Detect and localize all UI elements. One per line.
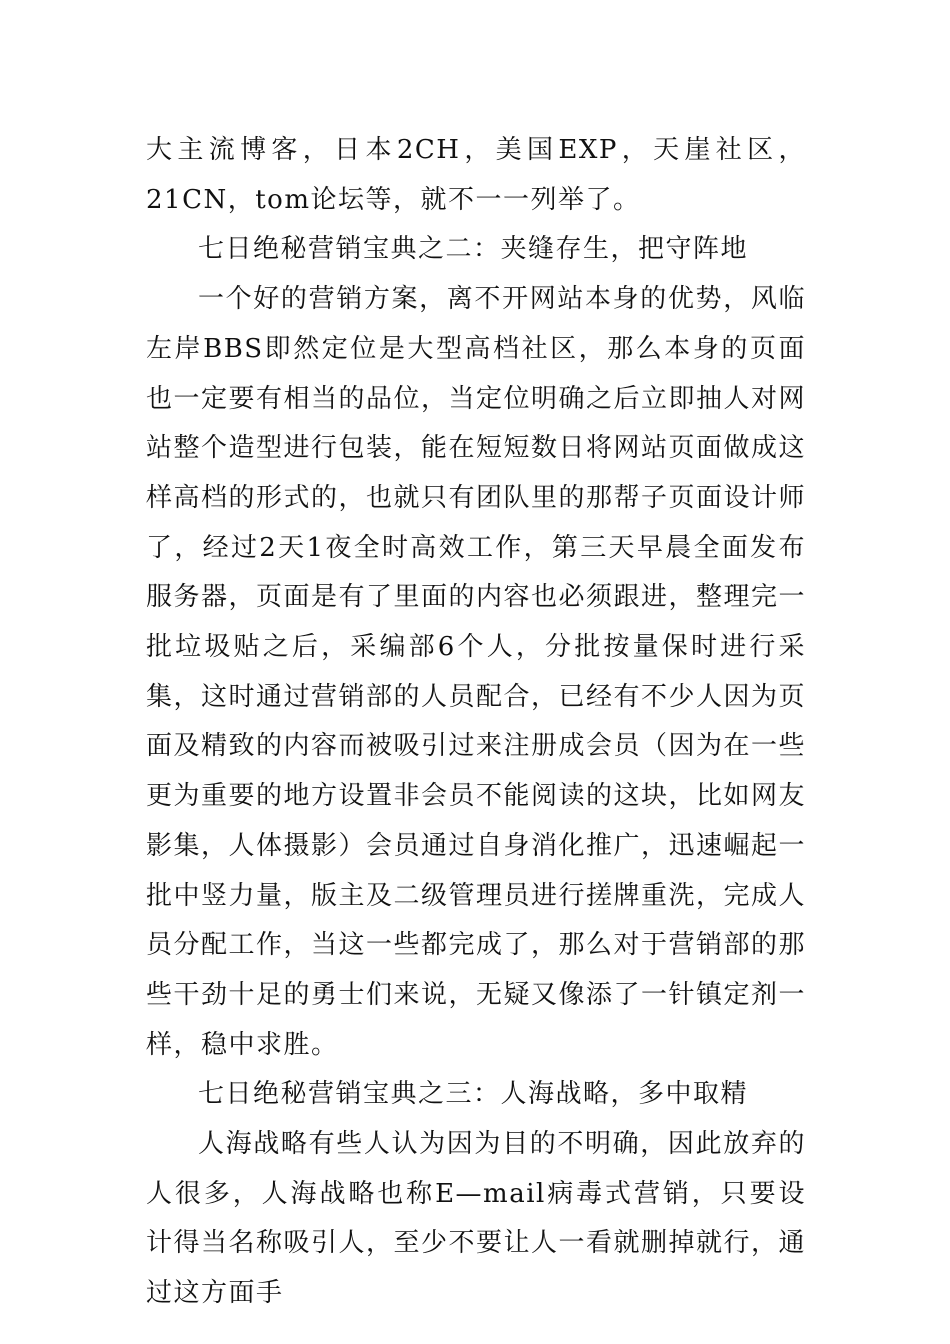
body-paragraph-section-3: 人海战略有些人认为因为目的不明确，因此放弃的人很多，人海战略也称E—mail病毒式营销，只要设计得当名称吸引人，至少不要让人一看就删掉就行，通过这方面手 bbox=[146, 1129, 807, 1309]
document-body bbox=[146, 126, 806, 1319]
section-heading-3: 七日绝秘营销宝典之三：人海战略，多中取精 bbox=[198, 1079, 749, 1110]
body-paragraph-continued: 大主流博客，日本2CH，美国EXP，天崖社区，21CN，tom论坛等，就不一一列举了。 bbox=[146, 135, 806, 215]
section-heading-2: 七日绝秘营销宝典之二：夹缝存生，把守阵地 bbox=[198, 234, 749, 265]
body-paragraph-section-2: 一个好的营销方案，离不开网站本身的优势，风临左岸BBS即然定位是大型高档社区，那么本身的页面也一定要有相当的品位，当定位明确之后立即抽人对网站整个造型进行包装，能在短短数日将网站页面做成这样高档的形式的，也就只有团队里的那帮子页面设计师了，经过2天1夜全时高效工作，第三天早晨全面发布服务器，页面是有了里面的内容也必须跟进，整理完一批垃圾贴之后，采编部6个人，分批按量保时进行采集，这时通过营销部的人员配合，已经有不少人因为页面及精致的内容而被吸引过来注册成会员（因为在一些更为重要的地方设置非会员不能阅读的这块，比如网友影集，人体摄影）会员通过自身消化推广，迅速崛起一批中竖力量，版主及二级管理员进行搓牌重洗，完成人员分配工作，当这一些都完成了，那么对于营销部的那些干劲十足的勇士们来说，无疑又像添了一针镇定剂一样，稳中求胜。 bbox=[146, 284, 807, 1060]
